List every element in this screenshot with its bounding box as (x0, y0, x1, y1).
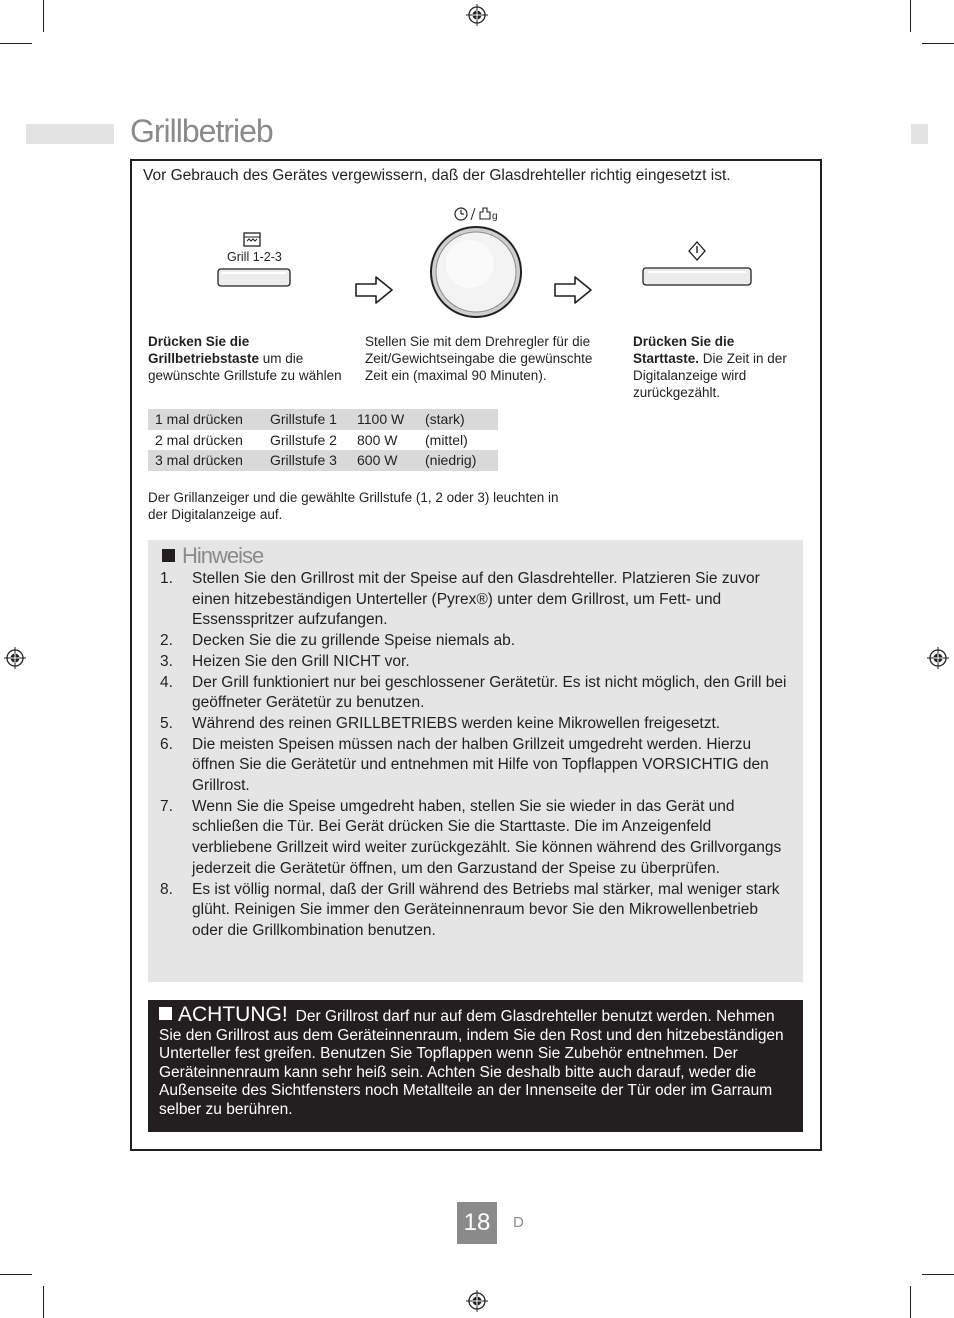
table-row (148, 409, 498, 430)
table-cell: 1100 W (350, 409, 418, 430)
list-item (160, 652, 792, 673)
svg-text:g: g (492, 211, 498, 222)
table-cell: Grillstufe 2 (270, 431, 337, 448)
dial-icon (425, 202, 525, 318)
step-3-text (633, 333, 803, 401)
crop-mark (43, 1286, 44, 1318)
list-item-number: 5. (160, 714, 173, 732)
list-item (160, 714, 792, 735)
grill-button-label: Grill 1-2-3 (227, 250, 282, 264)
list-item-text: Die meisten Speisen müssen nach der halben Grillzeit umgedreht werden. Hierzu öffnen Sie die Gerätetür und entnehmen mit Hilfe von Topflappen VORSICHTIG den Grillrost. (192, 735, 769, 795)
crop-mark (910, 1286, 911, 1318)
warning-body: Der Grillrost darf nur auf dem Glasdrehteller benutzt werden. Nehmen Sie den Grillrost aus dem Geräteinnenraum, indem Sie den Rost und den hitzebeständigen Unterteller fest greifen. Benutzen Sie Topflappen wenn Sie Zubehör entnehmen. Der Geräteinnenraum kann sehr heiß sein. Achten Sie deshalb bitte auch darauf, weder die Außenseite des Sichtfensters noch Metallteile an der Innenseite der Tür oder im Garraum selber zu berühren. (159, 1008, 784, 1118)
list-item (160, 880, 792, 942)
arrow-right-icon (553, 274, 595, 306)
table-cell: (stark) (418, 409, 498, 430)
list-item-number: 1. (160, 570, 173, 587)
table-cell: 800 W (357, 431, 398, 448)
crop-mark (0, 43, 32, 44)
notes-heading (162, 543, 263, 569)
table-cell: (niedrig) (418, 450, 498, 471)
list-item-text: Während des reinen GRILLBETRIEBS werden keine Mikrowellen freigesetzt. (192, 714, 721, 732)
registration-mark-icon (4, 647, 26, 669)
table-cell: 600 W (350, 450, 418, 471)
registration-mark-icon (466, 1290, 488, 1312)
list-item (160, 735, 792, 797)
table-cell: 1 mal drücken (148, 409, 263, 430)
list-item (160, 797, 792, 880)
list-item-number: 2. (160, 632, 173, 650)
arrow-right-icon (354, 274, 396, 306)
crop-mark (43, 0, 44, 32)
table-cell: Grillstufe 3 (263, 450, 350, 471)
step-2-text: Stellen Sie mit dem Drehregler für die Zeit/Gewichtseingabe die gewünschte Zeit ein (maximal 90 Minuten). (365, 334, 593, 383)
table-cell: Grillstufe 1 (263, 409, 350, 430)
table-row (148, 430, 498, 451)
list-item-text: Es ist völlig normal, daß der Grill während des Betriebs mal stärker, mal weniger stark glüht. Reinigen Sie immer den Geräteinnenraum bevor Sie den Mikrowellenbetrieb oder die Grillkombination benutzen. (192, 880, 780, 939)
notes-heading-text: Hinweise (182, 543, 264, 568)
intro-text: Vor Gebrauch des Gerätes vergewissern, daß der Glasdrehteller richtig eingesetzt ist. (143, 167, 731, 184)
crop-mark (922, 43, 954, 44)
step-1-text (148, 333, 348, 384)
list-item-text: Stellen Sie den Grillrost mit der Speise auf den Glasdrehteller. Platzieren Sie zuvor einen hitzebeständigen Unterteller (Pyrex®) unter dem Grillrost, um Fett- und Essensspritzer aufzufangen. (192, 570, 760, 629)
registration-mark-icon (466, 4, 488, 26)
table-cell: (mittel) (425, 431, 468, 448)
step-1-bold: Drücken Sie die Grillbetriebstaste (148, 334, 260, 366)
crop-mark (0, 1274, 32, 1275)
step-1-rest: um die gewünschte Grillstufe zu wählen (148, 351, 342, 383)
language-code: D (513, 1214, 524, 1231)
list-item-text: Wenn Sie die Speise umgedreht haben, stellen Sie sie wieder in das Gerät und schließen die Tür. Bei Gerät drücken Sie die Starttaste. Die im Anzeigenfeld verbliebene Grillzeit wird weiter zurückgezählt. Sie können während des Grillvorgangs jederzeit die Gerätetür öffnen, um den Garzustand der Speise zu überprüfen. (192, 797, 782, 877)
list-item (160, 673, 792, 714)
title-bar-decoration (26, 124, 114, 144)
step-3-rest: Die Zeit in der Digitalanzeige wird zurückgezählt. (633, 351, 787, 400)
table-cell: 2 mal drücken (155, 431, 243, 448)
crop-mark (910, 0, 911, 32)
registration-mark-icon (927, 647, 949, 669)
grill-level-table (148, 409, 498, 471)
list-item-number: 7. (160, 797, 173, 815)
warning-text (159, 1003, 795, 1120)
step-3-bold: Drücken Sie die Starttaste. (633, 334, 735, 366)
warning-heading: ACHTUNG! (178, 1003, 288, 1026)
table-cell: 3 mal drücken (148, 450, 263, 471)
page-number: 18 (457, 1202, 497, 1244)
grill-indicator-note: Der Grillanzeiger und die gewählte Grillstufe (1, 2 oder 3) leuchten in der Digitalanzeige auf. (148, 490, 559, 522)
list-item-text: Heizen Sie den Grill NICHT vor. (192, 652, 410, 670)
list-item-text: Decken Sie die zu grillende Speise niemals ab. (192, 632, 516, 650)
list-item-number: 3. (160, 652, 173, 670)
list-item-number: 8. (160, 880, 173, 898)
list-item (160, 569, 792, 631)
notes-list (160, 569, 792, 942)
title-bar-decoration (911, 124, 928, 144)
list-item-text: Der Grill funktioniert nur bei geschlossener Gerätetür. Es ist nicht möglich, den Grill bei geöffneter Gerätetür zu benutzen. (192, 673, 787, 712)
table-row (148, 450, 498, 471)
list-item (160, 631, 792, 652)
list-item-number: 4. (160, 673, 173, 691)
start-button-icon (640, 238, 754, 290)
square-bullet-icon (162, 549, 175, 562)
square-bullet-icon (159, 1007, 172, 1020)
page-title: Grillbetrieb (130, 113, 273, 149)
list-item-number: 6. (160, 735, 173, 753)
crop-mark (922, 1274, 954, 1275)
